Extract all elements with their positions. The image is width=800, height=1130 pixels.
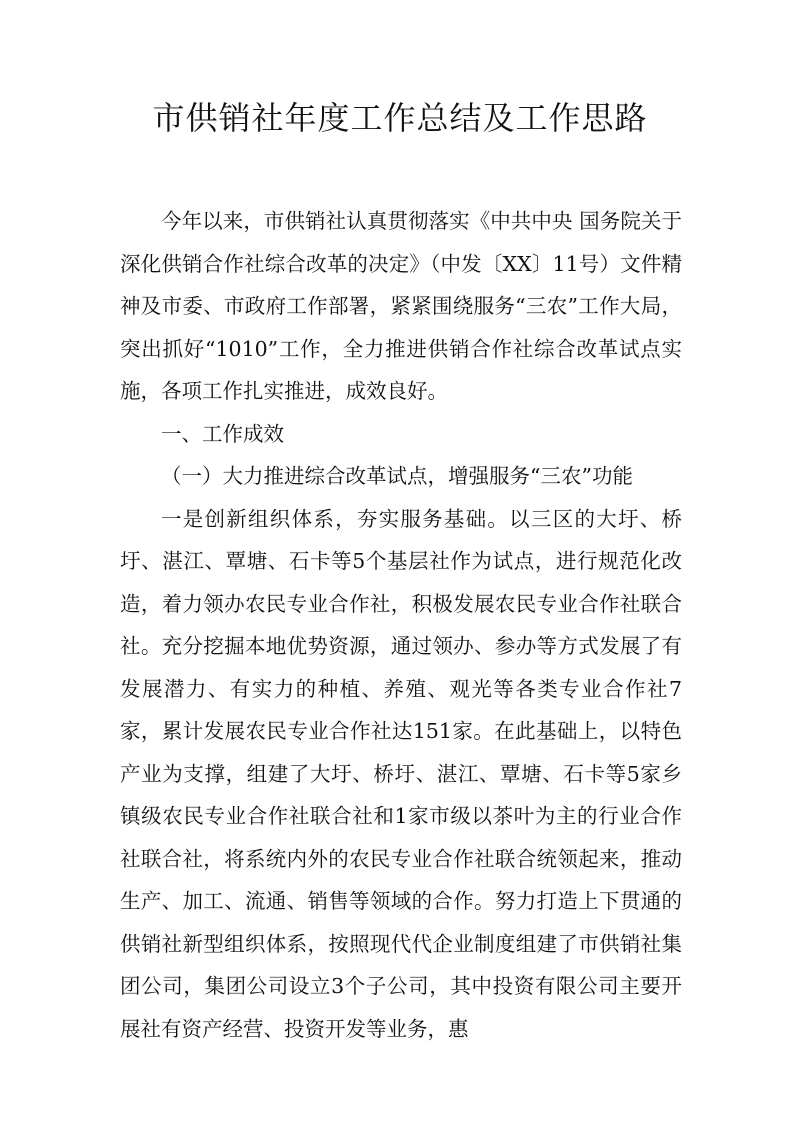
document-body: [120, 200, 682, 1050]
document-title: 市供销社年度工作总结及工作思路: [152, 99, 648, 137]
intro-paragraph: 今年以来，市供销社认真贯彻落实《中共中央 国务院关于深化供销合作社综合改革的决定》（中发〔XX〕11号）文件精神及市委、市政府工作部署，紧紧围绕服务“三农”工作大局，突出抓好“1010”工作，全力推进供销合作社综合改革试点实施，各项工作扎实推进，成效良好。: [120, 209, 682, 403]
body-paragraph: 一是创新组织体系，夯实服务基础。以三区的大圩、桥圩、湛江、覃塘、石卡等5个基层社作为试点，进行规范化改造，着力领办农民专业合作社，积极发展农民专业合作社联合社。充分挖掘本地优势资源，通过领办、参办等方式发展了有 发展潜力、有实力的种植、养殖、观光等各类专业合作社7家，累计发展农民专业合作社达151家。在此基础上，以特色产业为支撑，组建了大圩、桥圩、湛江、覃塘、石卡等5家乡镇级农民专业合作社联合社和1家市级以茶叶为主的行业合作社联合社，将系统内外的农民专业合作社联合统领起来，推动生产、加工、流通、销售等领域的合作。努力打造上下贯通的供销社新型组织体系，按照现代代企业制度组建了市供销社集团公司，集团公司设立3个子公司，其中投资有限公司主要开展社有资产经营、投资开发等业务，惠: [120, 506, 682, 1041]
subsection-heading: （一）大力推进综合改革试点，增强服务“三农”功能: [161, 464, 633, 488]
section-heading: 一、工作成效: [161, 421, 284, 446]
